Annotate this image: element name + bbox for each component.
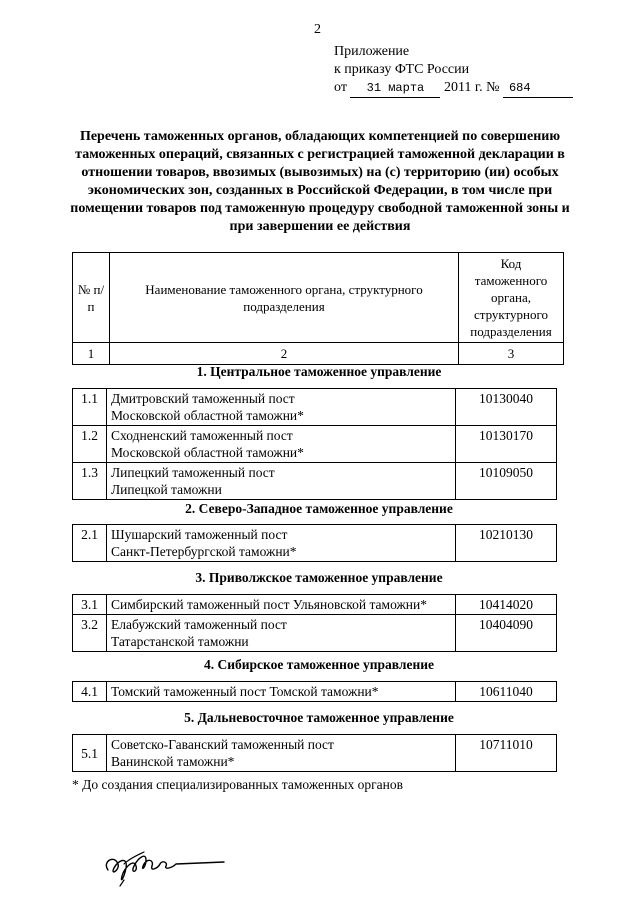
row-number: 1.2	[73, 426, 107, 463]
row-name-line: Липецкой таможни	[111, 482, 222, 497]
row-code: 10210130	[456, 525, 557, 562]
appendix-block	[334, 43, 573, 98]
row-code: 10611040	[456, 682, 557, 702]
section-title: 1. Центральное таможенное управление	[196, 364, 442, 379]
row-name	[107, 463, 456, 500]
row-name-line: Московской областной таможни*	[111, 445, 304, 460]
row-name-line: Московской областной таможни*	[111, 408, 304, 423]
appendix-label: Приложение	[334, 44, 410, 59]
row-name-line: Ванинской таможни*	[111, 754, 235, 769]
table-row	[73, 595, 557, 615]
signature-icon	[100, 840, 260, 890]
order-year: 2011 г.	[443, 80, 483, 95]
section-table	[72, 524, 557, 562]
order-day-month: 31 марта	[350, 79, 440, 98]
row-name	[107, 426, 456, 463]
footnote: * До создания специализированных таможенных органов	[72, 777, 403, 792]
row-code: 10711010	[456, 735, 557, 772]
row-number: 4.1	[73, 682, 107, 702]
row-name-line: Симбирский таможенный пост Ульяновской таможни*	[111, 597, 428, 612]
row-name	[107, 735, 456, 772]
row-name	[107, 682, 456, 702]
table-row	[73, 735, 557, 772]
row-name-line: Липецкий таможенный пост	[111, 465, 275, 480]
header-num-2: 2	[110, 343, 459, 365]
section-title: 3. Приволжское таможенное управление	[195, 570, 443, 585]
row-name	[107, 615, 456, 652]
row-name-line: Шушарский таможенный пост	[111, 527, 288, 542]
row-name	[107, 595, 456, 615]
row-name-line: Татарстанской таможни	[111, 634, 249, 649]
section-title: 2. Северо-Западное таможенное управление	[185, 501, 453, 516]
row-code: 10130040	[456, 389, 557, 426]
row-number: 5.1	[73, 735, 107, 772]
header-col-code: Код таможенного органа, структурного подразделения	[459, 253, 564, 343]
row-number: 1.1	[73, 389, 107, 426]
row-code: 10109050	[456, 463, 557, 500]
order-date-line	[334, 79, 573, 98]
row-name	[107, 525, 456, 562]
table-row	[73, 463, 557, 500]
table-row	[73, 682, 557, 702]
row-number: 3.2	[73, 615, 107, 652]
section-table	[72, 594, 557, 652]
header-table	[72, 252, 564, 365]
order-reference: к приказу ФТС России	[334, 62, 470, 77]
row-name-line: Дмитровский таможенный пост	[111, 391, 295, 406]
row-name-line: Санкт-Петербургской таможни*	[111, 544, 297, 559]
handwritten-signature	[100, 840, 260, 895]
row-number: 2.1	[73, 525, 107, 562]
date-prefix: от	[334, 80, 347, 95]
header-num-3: 3	[459, 343, 564, 365]
page-number: 2	[314, 22, 321, 37]
row-name-line: Елабужский таможенный пост	[111, 617, 287, 632]
section-table	[72, 734, 557, 772]
table-row	[73, 525, 557, 562]
order-number: 684	[503, 79, 573, 98]
number-sign: №	[486, 80, 500, 95]
row-name-line: Сходненский таможенный пост	[111, 428, 293, 443]
row-number: 3.1	[73, 595, 107, 615]
row-number: 1.3	[73, 463, 107, 500]
section-table	[72, 681, 557, 702]
section-title: 5. Дальневосточное таможенное управление	[184, 710, 454, 725]
header-num-1: 1	[73, 343, 110, 365]
section-title: 4. Сибирское таможенное управление	[203, 657, 435, 672]
header-col-name: Наименование таможенного органа, структурного подразделения	[110, 253, 459, 343]
row-name	[107, 389, 456, 426]
table-row	[73, 426, 557, 463]
row-name-line: Советско-Гаванский таможенный пост	[111, 737, 334, 752]
row-code: 10130170	[456, 426, 557, 463]
row-code: 10414020	[456, 595, 557, 615]
table-row	[73, 389, 557, 426]
header-col-number: № п/п	[73, 253, 110, 343]
row-name-line: Томский таможенный пост Томской таможни*	[111, 684, 379, 699]
document-title: Перечень таможенных органов, обладающих компетенцией по совершению таможенных операций, связанных с регистрацией таможенной декларации в отношении товаров, ввозимых (вывозимых) на (с) территорию (ии) особых экономических зон, созданных в Российской Федерации, в том числе при помещении товаров под таможенную процедуру свободной таможенной зоны и при завершении ее действия	[70, 129, 570, 234]
row-code: 10404090	[456, 615, 557, 652]
section-table	[72, 388, 557, 500]
table-row	[73, 615, 557, 652]
